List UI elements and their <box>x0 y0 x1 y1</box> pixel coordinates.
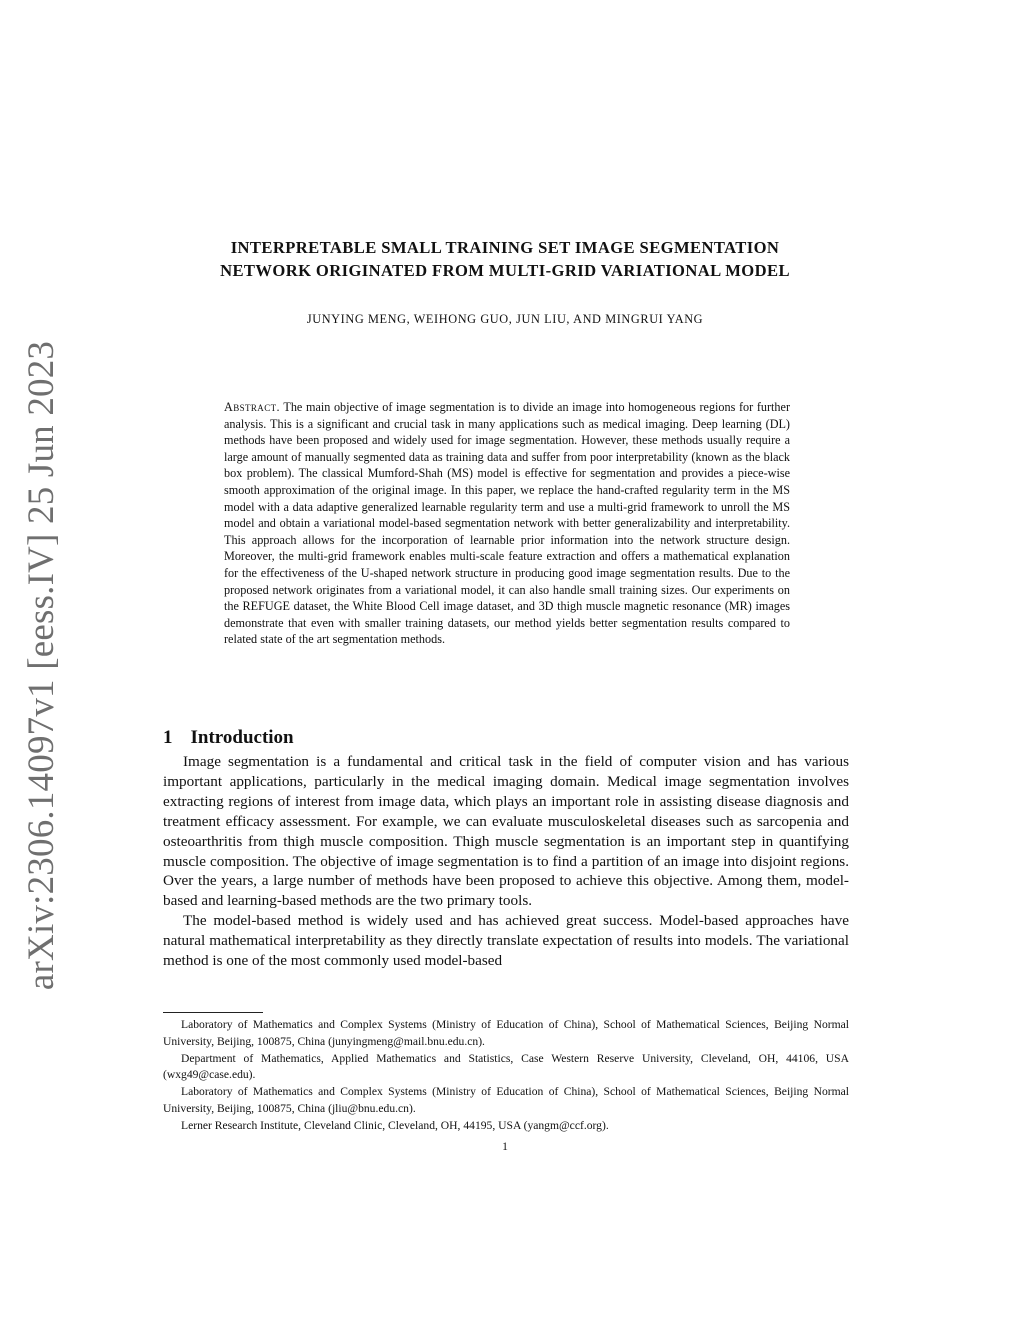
footnotes-block <box>163 1017 849 1135</box>
page-number: 1 <box>502 1140 508 1153</box>
footnote-divider <box>163 1012 263 1013</box>
footnote-affiliation: Department of Mathematics, Applied Mathematics and Statistics, Case Western Reserve University, Cleveland, OH, 44106, USA (wxg49@case.edu). <box>163 1051 849 1082</box>
introduction-body <box>163 752 849 971</box>
footnote-affiliation: Laboratory of Mathematics and Complex Systems (Ministry of Education of China), School of Mathematical Sciences, Beijing Normal University, Beijing, 100875, China (junyingmeng@mail.bnu.edu.cn). <box>163 1018 849 1048</box>
paper-title <box>150 236 860 282</box>
section-title: Introduction <box>190 727 294 748</box>
abstract-block <box>224 399 790 648</box>
footnote-affiliation: Lerner Research Institute, Cleveland Clinic, Cleveland, OH, 44195, USA (yangm@ccf.org). <box>181 1118 609 1132</box>
author-list: JUNYING MENG, WEIHONG GUO, JUN LIU, AND MINGRUI YANG <box>306 312 704 326</box>
body-paragraph: Image segmentation is a fundamental and critical task in the field of computer vision and has various important applications, particularly in the medical imaging domain. Medical image segmentation involves extracting regions of interest from image data, which plays an important role in assisting disease diagnosis and treatment efficacy assessment. For example, we can evaluate musculoskeletal diseases such as sarcopenia and osteoarthritis from thigh muscle composition. Thigh muscle segmentation is an important step in quantifying muscle composition. The objective of image segmentation is to find a partition of an image into disjoint regions. Over the years, a large number of methods have been proposed to achieve this objective. Among them, model-based and learning-based methods are the two primary tools. <box>163 753 849 910</box>
abstract-text: The main objective of image segmentation is to divide an image into homogeneous regions for further analysis. This is a significant and crucial task in many applications such as medical imaging. Deep learning (DL) methods have been proposed and widely used for image segmentation. However, these methods usually require a large amount of manually segmented data as training data and suffer from poor interpretability (known as the black box problem). The classical Mumford-Shah (MS) model is effective for segmentation and provides a piece-wise smooth approximation of the original image. In this paper, we replace the hand-crafted regularity term in the MS model with a data adaptive generalized learnable regularity term and use a multi-grid framework to unroll the MS model and obtain a variational model-based segmentation network with better generalizability and interpretability. This approach allows for the incorporation of learnable prior information into the network structure design. Moreover, the multi-grid framework enables multi-scale feature extraction and offers a mathematical explanation for the effectiveness of the U-shaped network structure in producing good image segmentation results. Due to the proposed network originates from a variational model, it can also handle small training sizes. Our experiments on the REFUGE dataset, the White Blood Cell image dataset, and 3D thigh muscle magnetic resonance (MR) images demonstrate that even with smaller training datasets, our method yields better segmentation results compared to related state of the art segmentation methods. <box>224 400 790 647</box>
arxiv-identifier-text: arXiv:2306.14097v1 [eess.IV] 25 Jun 2023 <box>21 340 63 990</box>
arxiv-identifier-stamp <box>14 340 70 990</box>
section-heading <box>163 727 294 749</box>
body-paragraph: The model-based method is widely used and has achieved great success. Model-based approaches have natural mathematical interpretability as they directly translate expectation of results into models. The variational method is one of the most commonly used model-based <box>163 912 849 970</box>
title-line-1: INTERPRETABLE SMALL TRAINING SET IMAGE SEGMENTATION <box>230 238 780 257</box>
title-line-2: NETWORK ORIGINATED FROM MULTI-GRID VARIATIONAL MODEL <box>220 261 790 280</box>
abstract-label: Abstract. <box>224 400 280 414</box>
section-number: 1 <box>163 727 173 748</box>
footnote-affiliation: Laboratory of Mathematics and Complex Systems (Ministry of Education of China), School of Mathematical Sciences, Beijing Normal University, Beijing, 100875, China (jliu@bnu.edu.cn). <box>163 1085 849 1115</box>
